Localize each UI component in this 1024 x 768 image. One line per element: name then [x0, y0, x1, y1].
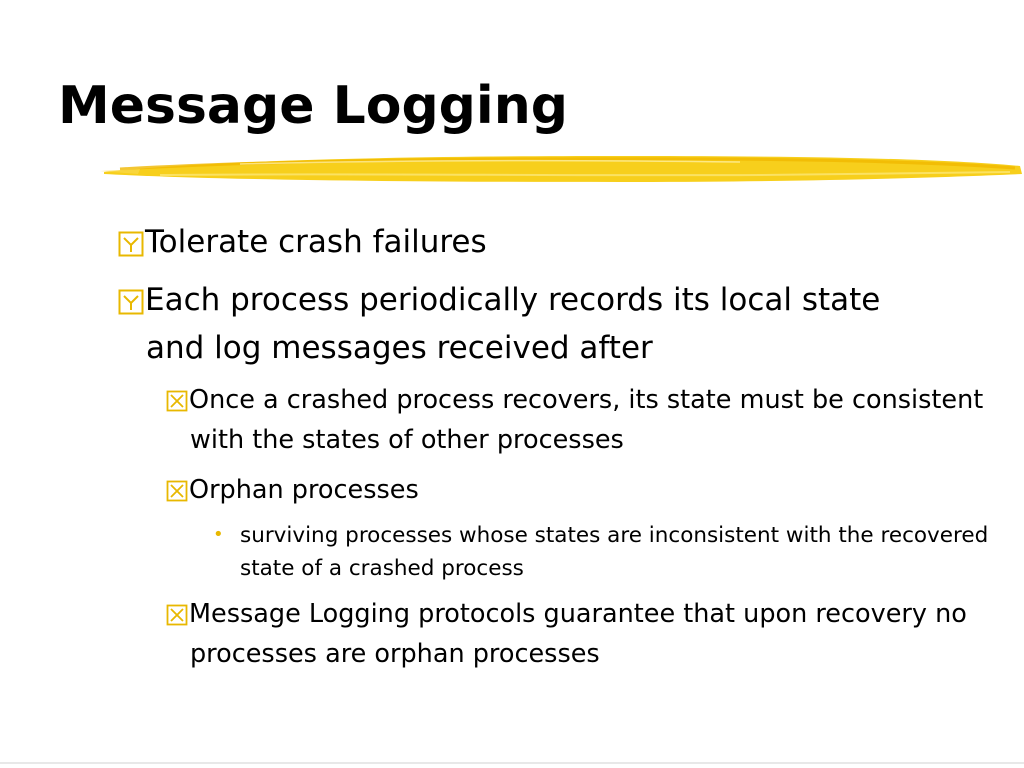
list-item: [166, 594, 990, 674]
checkbox-x-icon: [166, 604, 188, 626]
list-item: [166, 380, 990, 460]
bullet-text: surviving processes whose states are inconsistent with the recovered state of a crashed process: [240, 523, 989, 581]
checkbox-x-icon: [166, 390, 188, 412]
bullet-text: Each process periodically records its local state and log messages received after: [145, 282, 881, 366]
checkbox-x-icon: [166, 480, 188, 502]
bullet-text: Message Logging protocols guarantee that upon recovery no processes are orphan processes: [189, 599, 967, 669]
list-item: [213, 518, 1000, 585]
list-item: [118, 276, 926, 372]
bullet-text: Tolerate crash failures: [145, 224, 487, 260]
bullet-text: Once a crashed process recovers, its state must be consistent with the states of other processes: [189, 385, 984, 455]
list-item: [166, 470, 990, 510]
dot-icon: •: [213, 524, 224, 545]
checkbox-y-icon: [118, 289, 144, 315]
slide-title: Message Logging: [58, 76, 568, 136]
footer-divider: [0, 762, 1024, 764]
checkbox-y-icon: [118, 231, 144, 257]
bullet-text: Orphan processes: [189, 475, 419, 505]
list-item: [118, 218, 926, 266]
